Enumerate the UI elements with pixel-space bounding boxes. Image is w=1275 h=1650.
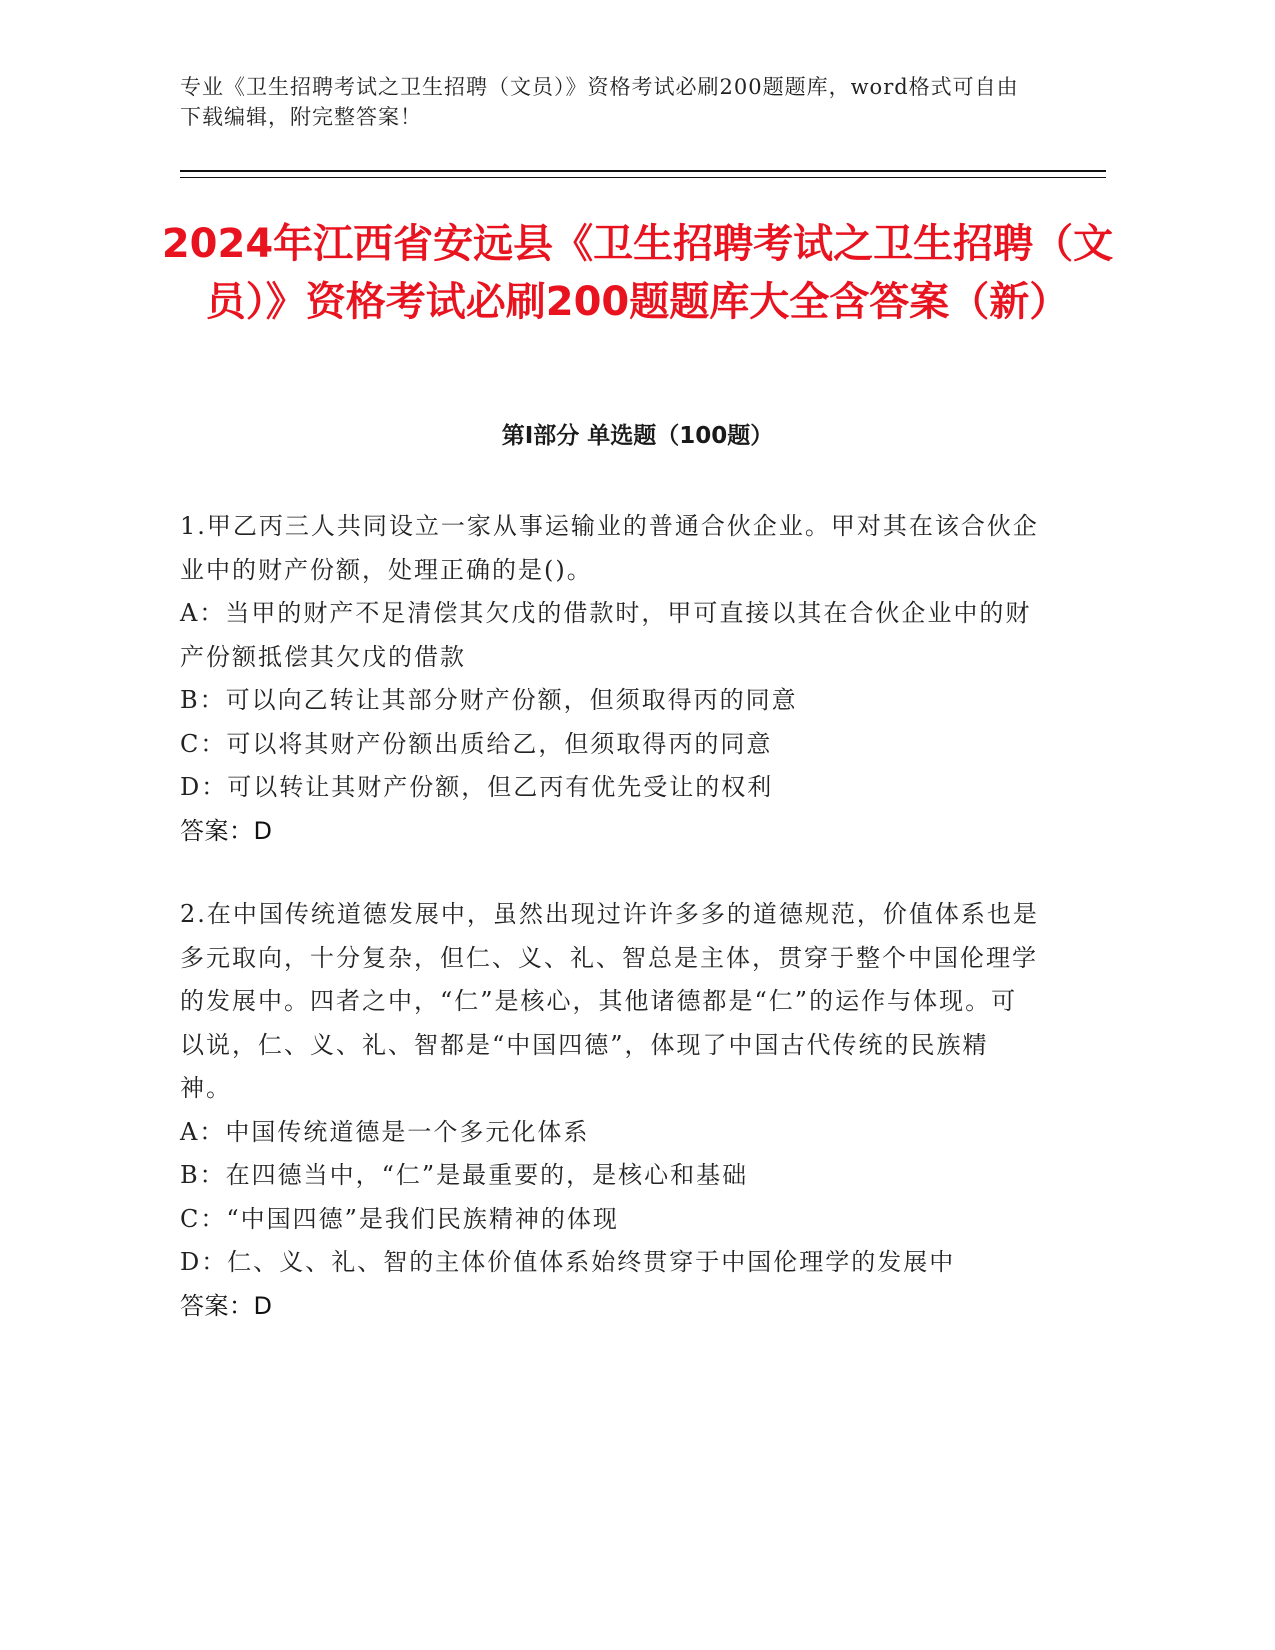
option-d: D：可以转让其财产份额，但乙丙有优先受让的权利 [180,773,774,801]
option-c: C：可以将其财产份额出质给乙，但须取得丙的同意 [180,729,773,758]
question-stem: 1.甲乙丙三人共同设立一家从事运输业的普通合伙企业。甲对其在该合伙企业中的财产份额，处理正确的是()。 [180,512,1039,584]
question-2 [180,893,1040,1328]
option-b: B：可以向乙转让其部分财产份额，但须取得丙的同意 [180,686,798,714]
header-divider-thin [180,177,1106,178]
answer: 答案：D [180,816,273,845]
question-stem: 2.在中国传统道德发展中，虽然出现过许许多多的道德规范，价值体系也是多元取向，十分复杂，但仁、义、礼、智总是主体，贯穿于整个中国伦理学的发展中。四者之中，“仁”是核心，其他诸德都是“仁”的运作与体现。可以说，仁、义、礼、智都是“中国四德”，体现了中国古代传统的民族精神。 [180,900,1039,1102]
question-1 [180,505,1040,853]
section-title: 第Ⅰ部分 单选题（100题） [501,423,774,449]
option-d: D：仁、义、礼、智的主体价值体系始终贯穿于中国伦理学的发展中 [180,1248,956,1276]
document-title: 2024年江西省安远县《卫生招聘考试之卫生招聘（文员）》资格考试必刷200题题库大全含答案（新） [161,221,1114,325]
header-note: 专业《卫生招聘考试之卫生招聘（文员）》资格考试必刷200题题库，word格式可自由下载编辑，附完整答案！ [180,75,1019,129]
answer: 答案：D [180,1291,273,1320]
option-c: C：“中国四德”是我们民族精神的体现 [180,1204,619,1233]
header-divider-thick [180,170,1106,172]
option-a: A：中国传统道德是一个多元化体系 [180,1117,590,1146]
option-a: A：当甲的财产不足清偿其欠戊的借款时，甲可直接以其在合伙企业中的财产份额抵偿其欠戊的借款 [180,599,1032,671]
option-b: B：在四德当中，“仁”是最重要的，是核心和基础 [180,1161,749,1189]
